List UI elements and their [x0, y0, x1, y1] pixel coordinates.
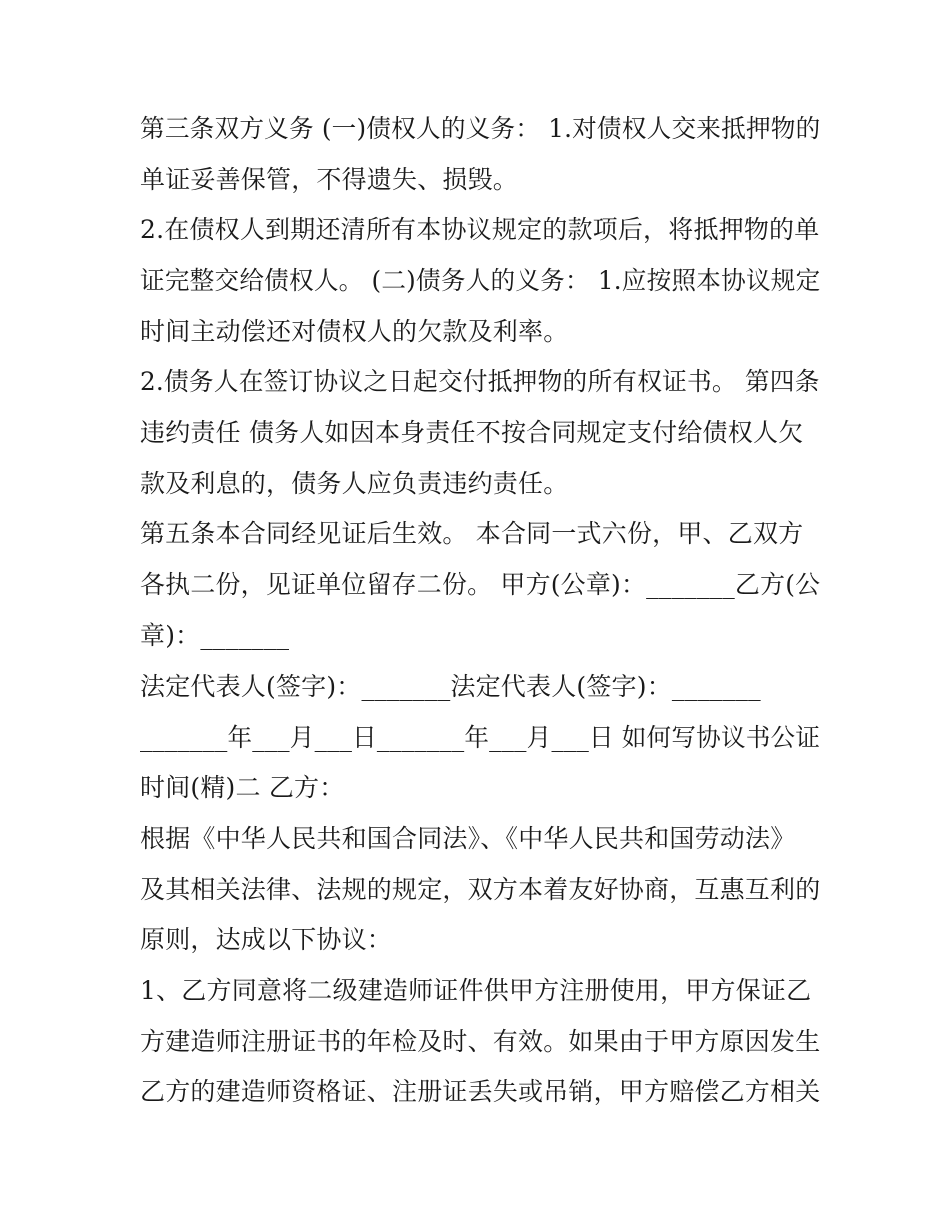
text-line: 及其相关法律、法规的规定，双方本着友好协商，互惠互利的 [140, 875, 821, 904]
text-line: 根据《中华人民共和国合同法》、《中华人民共和国劳动法》 [140, 824, 796, 853]
text-line: 原则，达成以下协议： [140, 925, 393, 954]
text-line: 第五条本合同经见证后生效。 本合同一式六份，甲、乙双方 [140, 519, 804, 548]
text-line: 2.债务人在签订协议之日起交付抵押物的所有权证书。 第四条 [140, 367, 820, 396]
text-line: 违约责任 债务人如因本身责任不按合同规定支付给债权人欠 [140, 418, 804, 447]
text-line: 时间主动偿还对债权人的欠款及利率。 [140, 317, 569, 346]
text-line: 单证妥善保管，不得遗失、损毁。 [140, 165, 519, 194]
text-line: _______年___月___日_______年___月___日 如何写协议书公证 [140, 723, 821, 752]
text-line: 各执二份，见证单位留存二份。 甲方(公章)：_______乙方(公 [140, 570, 821, 599]
text-line: 2.在债权人到期还清所有本协议规定的款项后，将抵押物的单 [140, 215, 820, 244]
text-line: 法定代表人(签字)：_______法定代表人(签字)：_______ [140, 672, 761, 701]
text-line: 时间(精)二 乙方： [140, 773, 345, 802]
text-line: 方建造师注册证书的年检及时、有效。如果由于甲方原因发生 [140, 1027, 821, 1056]
text-line: 1、乙方同意将二级建造师证件供甲方注册使用，甲方保证乙 [140, 976, 812, 1005]
text-line: 章)：_______ [140, 621, 290, 650]
text-line: 乙方的建造师资格证、注册证丢失或吊销，甲方赔偿乙方相关 [140, 1077, 821, 1106]
text-line: 证完整交给债权人。 (二)债务人的义务： 1.应按照本协议规定 [140, 266, 821, 295]
text-line: 第三条双方义务 (一)债权人的义务： 1.对债权人交来抵押物的 [140, 114, 821, 143]
text-line: 款及利息的，债务人应负责违约责任。 [140, 469, 569, 498]
